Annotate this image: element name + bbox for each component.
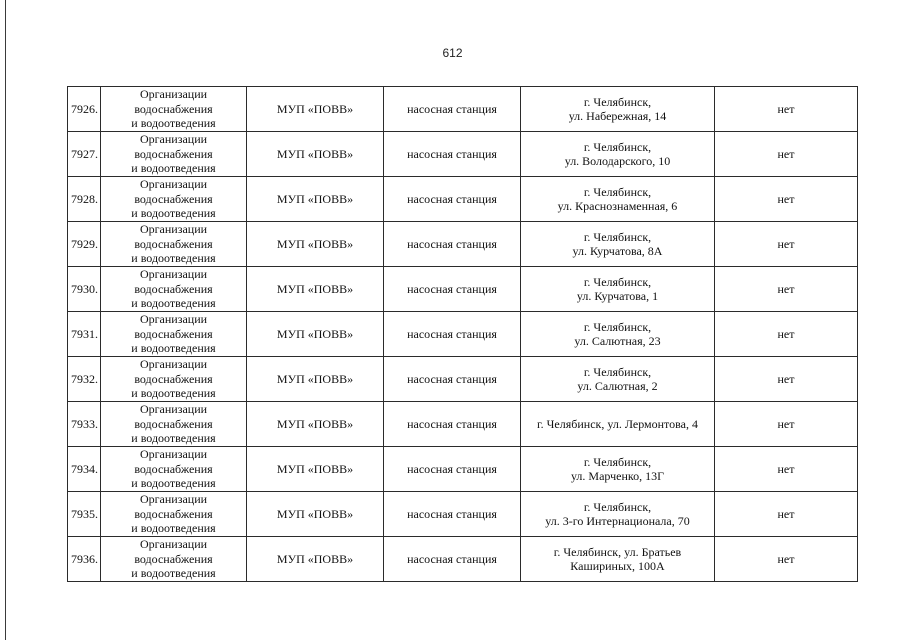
value-cell: нет <box>715 267 858 312</box>
category-line: и водоотведения <box>131 566 216 581</box>
table-row <box>68 222 858 267</box>
value-cell: нет <box>715 492 858 537</box>
object-type-cell: насосная станция <box>384 357 521 402</box>
category-line: и водоотведения <box>131 116 216 131</box>
address-line: ул. Курчатова, 8А <box>572 244 663 258</box>
category-cell <box>101 312 247 357</box>
category-line: и водоотведения <box>131 431 216 446</box>
value-cell: нет <box>715 132 858 177</box>
registry-table <box>67 86 858 582</box>
table-row <box>68 312 858 357</box>
category-line: Организации <box>139 492 208 507</box>
category-line: Организации <box>139 132 208 147</box>
table-row <box>68 537 858 582</box>
category-line: Организации <box>139 402 208 417</box>
organization-cell: МУП «ПОВВ» <box>247 492 384 537</box>
category-line: водоснабжения <box>134 551 213 566</box>
category-cell <box>101 87 247 132</box>
object-type-cell: насосная станция <box>384 537 521 582</box>
address-line: г. Челябинск, <box>583 95 652 109</box>
organization-cell: МУП «ПОВВ» <box>247 402 384 447</box>
row-number-cell: 7935. <box>68 492 101 537</box>
row-number-cell: 7930. <box>68 267 101 312</box>
category-line: Организации <box>139 447 208 462</box>
category-line: водоснабжения <box>134 506 213 521</box>
category-line: Организации <box>139 267 208 282</box>
page-number: 612 <box>442 46 463 60</box>
category-line: водоснабжения <box>134 236 213 251</box>
organization-cell: МУП «ПОВВ» <box>247 312 384 357</box>
row-number-cell: 7927. <box>68 132 101 177</box>
category-line: Организации <box>139 312 208 327</box>
value-cell: нет <box>715 312 858 357</box>
address-line: г. Челябинск, <box>583 185 652 199</box>
organization-cell: МУП «ПОВВ» <box>247 132 384 177</box>
value-cell: нет <box>715 537 858 582</box>
value-cell: нет <box>715 402 858 447</box>
address-cell <box>521 402 715 447</box>
category-line: и водоотведения <box>131 341 216 356</box>
value-cell: нет <box>715 447 858 492</box>
address-line: Кашириных, 100А <box>570 559 665 573</box>
category-line: и водоотведения <box>131 386 216 401</box>
organization-cell: МУП «ПОВВ» <box>247 537 384 582</box>
category-line: водоснабжения <box>134 146 213 161</box>
address-cell <box>521 177 715 222</box>
value-cell: нет <box>715 357 858 402</box>
category-line: водоснабжения <box>134 191 213 206</box>
category-line: и водоотведения <box>131 161 216 176</box>
value-cell: нет <box>715 87 858 132</box>
address-cell <box>521 132 715 177</box>
value-cell: нет <box>715 222 858 267</box>
address-line: ул. Володарского, 10 <box>564 154 671 168</box>
address-line: ул. Салютная, 23 <box>574 334 661 348</box>
organization-cell: МУП «ПОВВ» <box>247 447 384 492</box>
category-line: и водоотведения <box>131 521 216 536</box>
address-line: г. Челябинск, ул. Братьев <box>553 545 682 559</box>
category-cell <box>101 267 247 312</box>
organization-cell: МУП «ПОВВ» <box>247 222 384 267</box>
category-line: и водоотведения <box>131 476 216 491</box>
category-line: водоснабжения <box>134 461 213 476</box>
category-line: водоснабжения <box>134 326 213 341</box>
address-line: г. Челябинск, ул. Лермонтова, 4 <box>537 417 698 431</box>
address-line: г. Челябинск, <box>583 320 652 334</box>
object-type-cell: насосная станция <box>384 177 521 222</box>
value-cell: нет <box>715 177 858 222</box>
table-row <box>68 87 858 132</box>
category-line: водоснабжения <box>134 416 213 431</box>
object-type-cell: насосная станция <box>384 402 521 447</box>
address-line: г. Челябинск, <box>583 455 652 469</box>
address-line: г. Челябинск, <box>583 230 652 244</box>
address-cell <box>521 87 715 132</box>
address-cell <box>521 222 715 267</box>
address-cell <box>521 312 715 357</box>
table-row <box>68 357 858 402</box>
object-type-cell: насосная станция <box>384 132 521 177</box>
object-type-cell: насосная станция <box>384 447 521 492</box>
table-row <box>68 492 858 537</box>
category-line: и водоотведения <box>131 251 216 266</box>
row-number-cell: 7931. <box>68 312 101 357</box>
category-line: Организации <box>139 222 208 237</box>
object-type-cell: насосная станция <box>384 492 521 537</box>
category-cell <box>101 357 247 402</box>
address-line: г. Челябинск, <box>583 275 652 289</box>
page-edge-line <box>5 0 6 640</box>
object-type-cell: насосная станция <box>384 87 521 132</box>
organization-cell: МУП «ПОВВ» <box>247 357 384 402</box>
address-line: ул. Марченко, 13Г <box>570 469 665 483</box>
category-line: Организации <box>139 177 208 192</box>
address-cell <box>521 537 715 582</box>
category-line: водоснабжения <box>134 371 213 386</box>
category-line: водоснабжения <box>134 281 213 296</box>
category-line: и водоотведения <box>131 296 216 311</box>
registry-table-body <box>68 87 858 582</box>
row-number-cell: 7928. <box>68 177 101 222</box>
address-line: ул. Курчатова, 1 <box>576 289 659 303</box>
category-cell <box>101 537 247 582</box>
category-line: Организации <box>139 357 208 372</box>
address-line: г. Челябинск, <box>583 365 652 379</box>
row-number-cell: 7933. <box>68 402 101 447</box>
row-number-cell: 7926. <box>68 87 101 132</box>
address-cell <box>521 267 715 312</box>
category-line: Организации <box>139 87 208 102</box>
address-line: г. Челябинск, <box>583 140 652 154</box>
object-type-cell: насосная станция <box>384 267 521 312</box>
address-cell <box>521 357 715 402</box>
address-line: ул. Краснознаменная, 6 <box>557 199 678 213</box>
table-row <box>68 267 858 312</box>
category-cell <box>101 177 247 222</box>
category-cell <box>101 402 247 447</box>
organization-cell: МУП «ПОВВ» <box>247 267 384 312</box>
category-line: и водоотведения <box>131 206 216 221</box>
row-number-cell: 7932. <box>68 357 101 402</box>
category-cell <box>101 222 247 267</box>
address-line: г. Челябинск, <box>583 500 652 514</box>
table-row <box>68 177 858 222</box>
category-line: Организации <box>139 537 208 552</box>
organization-cell: МУП «ПОВВ» <box>247 177 384 222</box>
category-cell <box>101 132 247 177</box>
address-line: ул. Салютная, 2 <box>577 379 658 393</box>
address-cell <box>521 492 715 537</box>
category-cell <box>101 447 247 492</box>
row-number-cell: 7936. <box>68 537 101 582</box>
address-line: ул. Набережная, 14 <box>568 109 667 123</box>
table-row <box>68 132 858 177</box>
address-line: ул. 3-го Интернационала, 70 <box>545 514 690 528</box>
category-cell <box>101 492 247 537</box>
category-line: водоснабжения <box>134 101 213 116</box>
table-row <box>68 447 858 492</box>
organization-cell: МУП «ПОВВ» <box>247 87 384 132</box>
table-row <box>68 402 858 447</box>
row-number-cell: 7934. <box>68 447 101 492</box>
row-number-cell: 7929. <box>68 222 101 267</box>
address-cell <box>521 447 715 492</box>
object-type-cell: насосная станция <box>384 312 521 357</box>
object-type-cell: насосная станция <box>384 222 521 267</box>
